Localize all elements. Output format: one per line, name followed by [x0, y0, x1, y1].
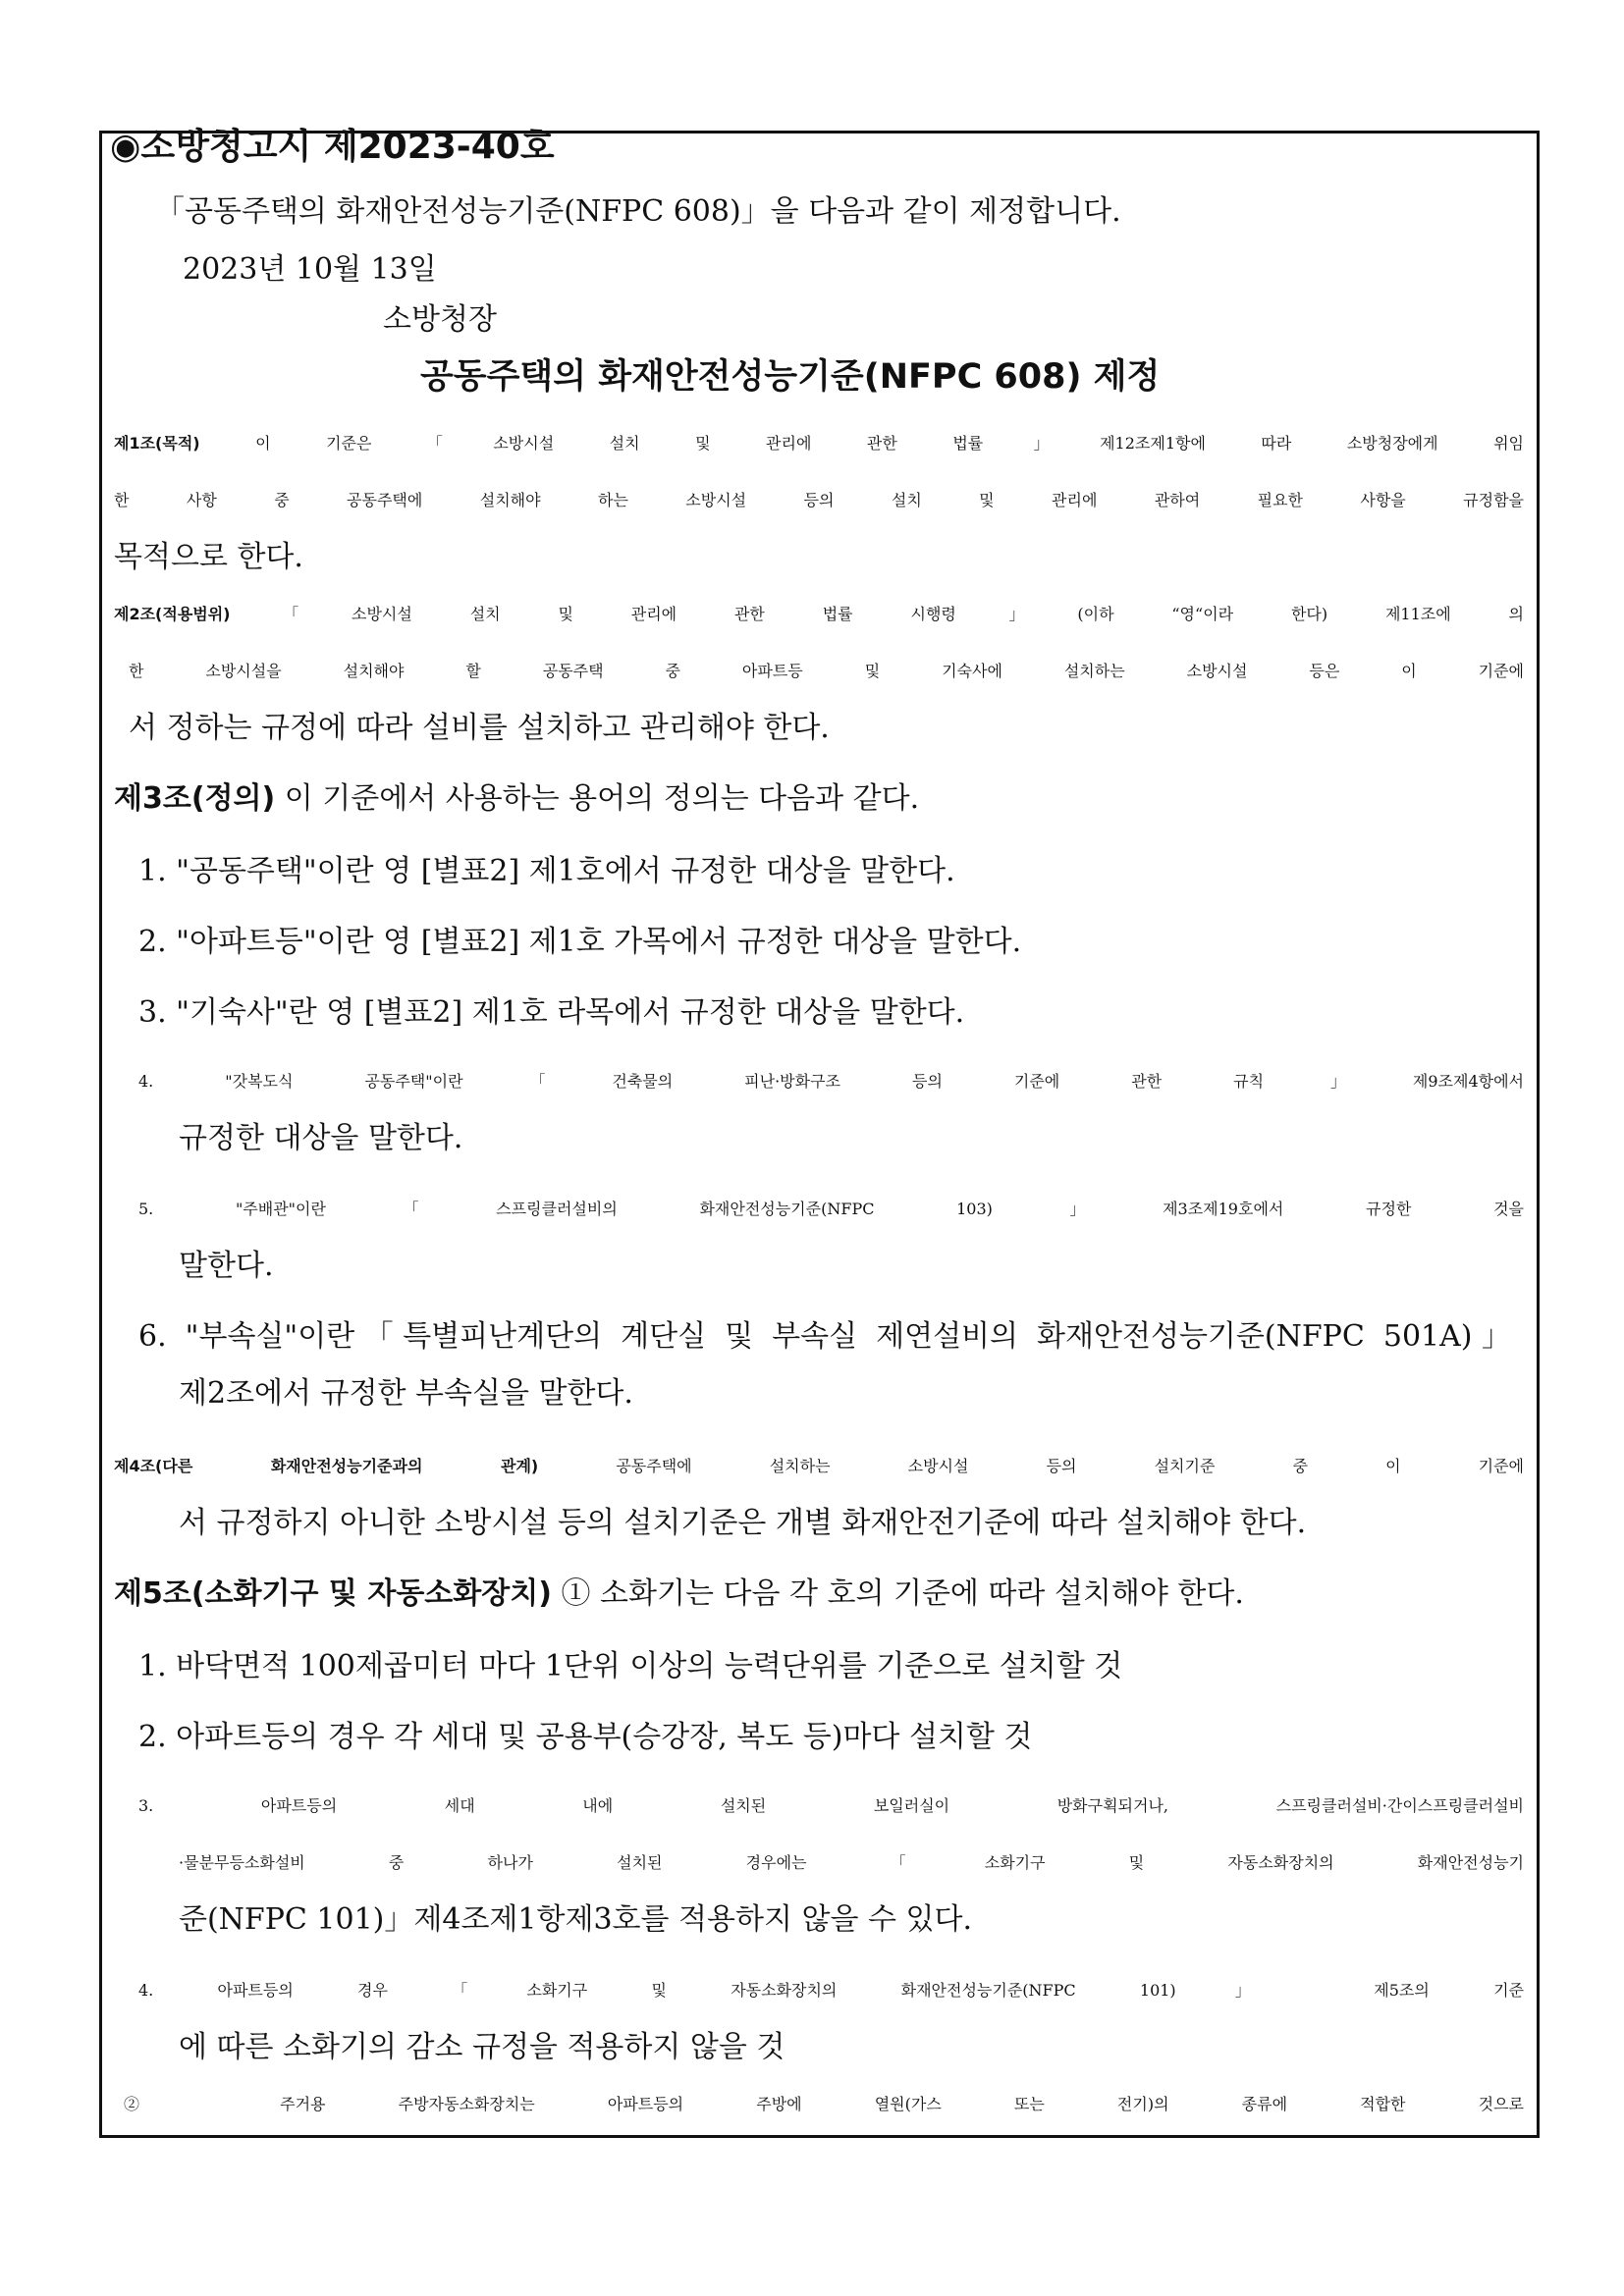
intro-text: 「공동주택의 화재안전성능기준(NFPC 608)」을 다음과 같이 제정합니다.	[155, 194, 1121, 229]
article-1-line-2: 한 사항 중 공동주택에 설치해야 하는 소방시설 등의 설치 및 관리에 관하여 필요한 사항을 규정함을	[114, 491, 1524, 509]
article-1-line-1: 제1조(목적) 이 기준은 「소방시설 설치 및 관리에 관한 법률」제12조제1항에 따라 소방청장에게 위임	[114, 434, 1524, 453]
article-3-item-4: 4. "갓복도식 공동주택"이란「건축물의 피난·방화구조 등의 기준에 관한 규칙」제9조제4항에서	[138, 1072, 1524, 1091]
article-3-item-5-cont: 말한다.	[179, 1249, 274, 1283]
article-4-heading: 제4조(다른 화재안전성능기준과의 관계)	[114, 1457, 539, 1475]
article-5-item-3-cont-2: 준(NFPC 101)」제4조제1항제3호를 적용하지 않을 수 있다.	[179, 1902, 973, 1937]
document-title: 공동주택의 화재안전성능기준(NFPC 608) 제정	[420, 357, 1161, 397]
article-3-item-4-cont: 규정한 대상을 말한다.	[179, 1121, 463, 1155]
article-3-item-6: 6. "부속실"이란「특별피난계단의 계단실 및 부속실 제연설비의 화재안전성능기준(NFPC 501A)」	[138, 1319, 1511, 1354]
article-3-item-6-cont: 제2조에서 규정한 부속실을 말한다.	[179, 1376, 633, 1411]
article-5-heading: 제5조(소화기구 및 자동소화장치)	[114, 1576, 552, 1611]
article-2-line-1: 제2조(적용범위)「소방시설 설치 및 관리에 관한 법률 시행령」(이하 “영“이라 한다) 제11조에 의	[114, 605, 1524, 623]
article-5-item-1: 1. 바닥면적 100제곱미터 마다 1단위 이상의 능력단위를 기준으로 설치할 것	[138, 1649, 1123, 1683]
article-5-item-2: 2. 아파트등의 경우 각 세대 및 공용부(승강장, 복도 등)마다 설치할 것	[138, 1720, 1033, 1754]
article-5-item-3: 3. 아파트등의 세대 내에 설치된 보일러실이 방화구획되거나, 스프링클러설비·간이스프링클러설비	[138, 1796, 1524, 1815]
article-2-line-2: 한 소방시설을 설치해야 할 공동주택 중 아파트등 및 기숙사에 설치하는 소방시설 등은 이 기준에	[129, 662, 1524, 680]
article-3-heading: 제3조(정의)	[114, 781, 276, 816]
article-3-item-5: 5. "주배관"이란「스프링클러설비의 화재안전성능기준(NFPC 103)」제3조제19호에서 규정한 것을	[138, 1200, 1524, 1218]
issuer: 소방청장	[383, 302, 497, 337]
article-4-line-1: 제4조(다른 화재안전성능기준과의 관계) 공동주택에 설치하는 소방시설 등의 설치기준 중 이 기준에	[114, 1457, 1524, 1475]
article-1-heading: 제1조(목적)	[114, 434, 200, 453]
article-5-line-1: 제5조(소화기구 및 자동소화장치) ① 소화기는 다음 각 호의 기준에 따라 설치해야 한다.	[114, 1576, 1244, 1611]
article-5-item-4: 4. 아파트등의 경우 「소화기구 및 자동소화장치의 화재안전성능기준(NFPC 101)」 제5조의 기준	[138, 1981, 1524, 2000]
article-2-line-3: 서 정하는 규정에 따라 설비를 설치하고 관리해야 한다.	[129, 711, 830, 745]
article-5-item-3-cont-1: ·물분무등소화설비 중 하나가 설치된 경우에는 「소화기구 및 자동소화장치의 화재안전성능기	[179, 1853, 1524, 1872]
article-3-item-1: 1. "공동주택"이란 영 [별표2] 제1호에서 규정한 대상을 말한다.	[138, 854, 955, 888]
article-3-item-3: 3. "기숙사"란 영 [별표2] 제1호 라목에서 규정한 대상을 말한다.	[138, 995, 965, 1030]
article-5-item-4-cont: 에 따른 소화기의 감소 규정을 적용하지 않을 것	[179, 2030, 785, 2064]
article-3-item-2: 2. "아파트등"이란 영 [별표2] 제1호 가목에서 규정한 대상을 말한다.	[138, 925, 1022, 959]
article-3-line-1: 제3조(정의) 이 기준에서 사용하는 용어의 정의는 다음과 같다.	[114, 781, 920, 816]
article-4-line-2: 서 규정하지 아니한 소방시설 등의 설치기준은 개별 화재안전기준에 따라 설치해야 한다.	[179, 1506, 1307, 1540]
article-1-line-3: 목적으로 한다.	[114, 540, 303, 574]
article-5-paragraph-2: ② 주거용 주방자동소화장치는 아파트등의 주방에 열원(가스 또는 전기)의 종류에 적합한 것으로	[124, 2095, 1524, 2113]
article-2-heading: 제2조(적용범위)	[114, 605, 231, 623]
notice-number: ◉소방청고시 제2023-40호	[110, 127, 555, 167]
issue-date: 2023년 10월 13일	[183, 252, 437, 287]
